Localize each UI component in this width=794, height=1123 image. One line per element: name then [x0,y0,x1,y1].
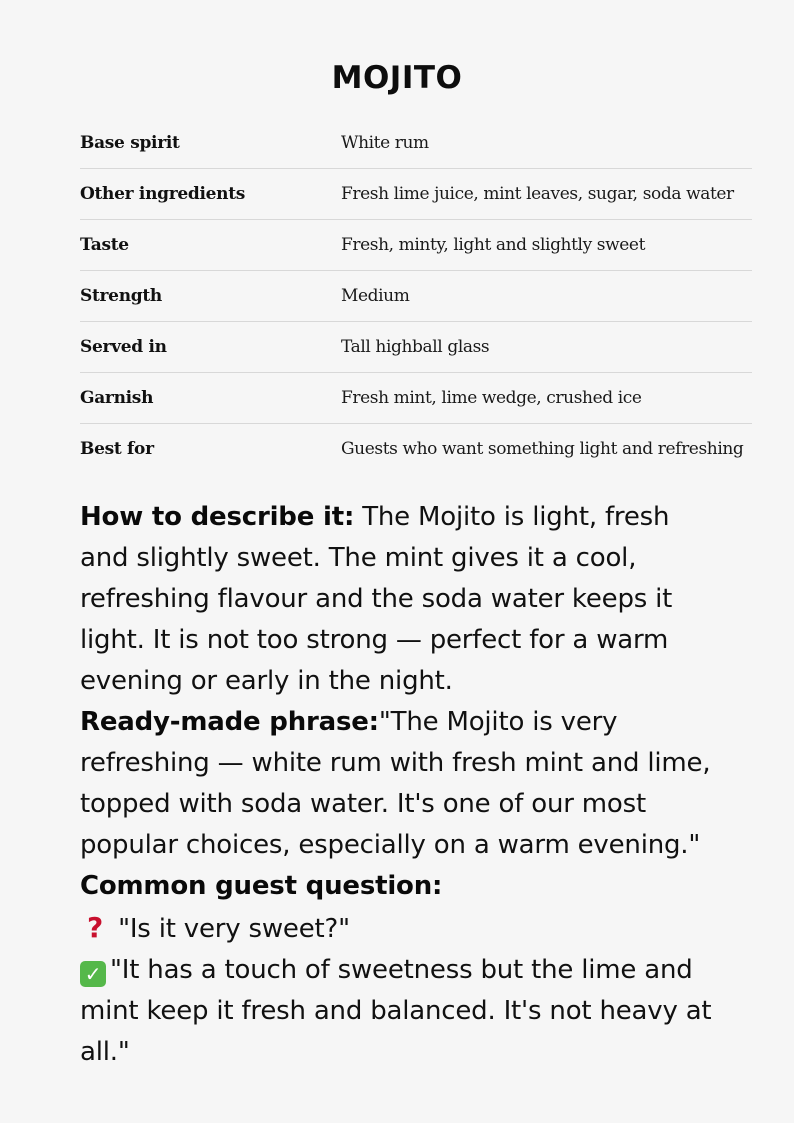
row-label: Other ingredients [80,184,246,204]
green-check-mark-icon: ✓ [80,961,106,987]
guest-answer-text: "It has a touch of sweetness but the lime and mint keep it fresh and balanced. It's not heavy at all." [80,955,712,1067]
row-label: Garnish [80,388,154,408]
table-row [80,424,752,474]
row-value: White rum [341,133,429,153]
page-title: MOJITO [331,60,463,96]
row-label: Best for [80,439,154,459]
table-row [80,271,752,322]
table-row [80,220,752,271]
row-label: Base spirit [80,133,180,153]
guest-question-text: "Is it very sweet?" [118,914,350,944]
phrase-text: "The Mojito is very refreshing — white rum with fresh mint and lime, topped with soda water. It's one of our most popular choices, especially on a warm evening." [80,707,711,860]
phrase-paragraph [80,702,720,866]
describe-paragraph [80,497,720,702]
red-question-mark-icon: ? [86,911,104,944]
table-row [80,322,752,373]
guest-answer-line [80,950,720,1073]
row-value: Fresh, minty, light and slightly sweet [341,235,645,255]
describe-text: The Mojito is light, fresh and slightly sweet. The mint gives it a cool, refreshing flavour and the soda water keeps it light. It is not too strong — perfect for a warm evening or early in the night. [80,502,673,696]
phrase-heading: Ready-made phrase: [80,707,379,737]
row-value: Fresh mint, lime wedge, crushed ice [341,388,642,408]
row-value: Medium [341,286,410,306]
table-row [80,373,752,424]
cocktail-info-table [80,118,752,474]
row-value: Fresh lime juice, mint leaves, sugar, soda water [341,184,734,204]
row-label: Taste [80,235,129,255]
guest-question-line [80,907,720,950]
row-label: Served in [80,337,167,357]
guest-question-heading-paragraph [80,866,720,907]
description-section [80,497,720,1073]
table-row [80,118,752,169]
describe-heading: How to describe it: [80,502,355,532]
row-label: Strength [80,286,162,306]
table-row [80,169,752,220]
guest-question-heading: Common guest question: [80,871,443,901]
row-value: Tall highball glass [341,337,490,357]
row-value: Guests who want something light and refreshing [341,439,744,459]
